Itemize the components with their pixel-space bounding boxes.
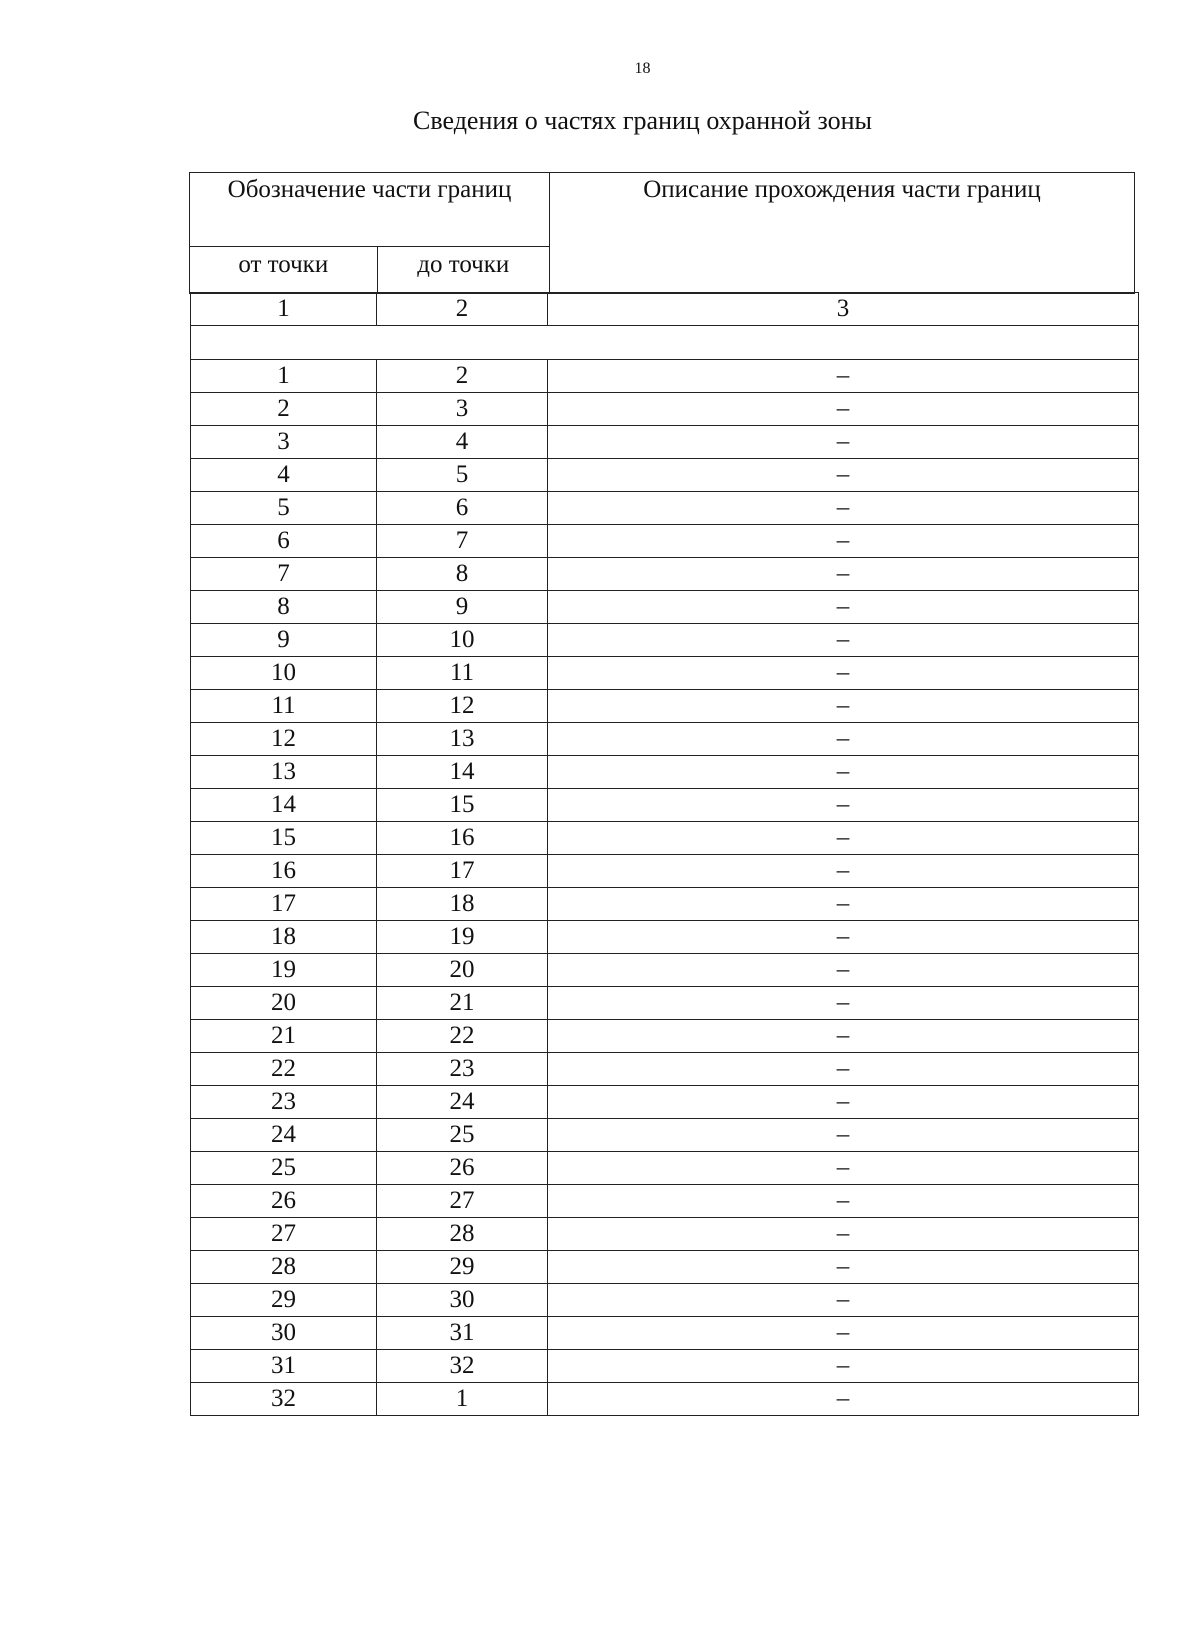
to-point-cell: 27	[377, 1185, 548, 1218]
to-point-cell: 5	[377, 459, 548, 492]
from-point-cell: 12	[191, 723, 377, 756]
header-description: Описание прохождения части границ	[550, 173, 1135, 294]
to-point-cell: 18	[377, 888, 548, 921]
to-point-cell: 6	[377, 492, 548, 525]
column-number-cell: 1	[191, 293, 377, 326]
to-point-cell: 1	[377, 1383, 548, 1416]
to-point-cell: 16	[377, 822, 548, 855]
table-row	[191, 1284, 1139, 1317]
description-cell: –	[548, 1086, 1139, 1119]
table-row	[191, 1152, 1139, 1185]
table-row	[191, 1020, 1139, 1053]
description-cell: –	[548, 558, 1139, 591]
description-cell: –	[548, 393, 1139, 426]
from-point-cell: 14	[191, 789, 377, 822]
table-row	[191, 690, 1139, 723]
header-to-point: до точки	[377, 247, 549, 294]
table-row	[191, 921, 1139, 954]
from-point-cell: 11	[191, 690, 377, 723]
table-row	[191, 822, 1139, 855]
description-cell: –	[548, 360, 1139, 393]
table-row	[191, 855, 1139, 888]
description-cell: –	[548, 1317, 1139, 1350]
description-cell: –	[548, 426, 1139, 459]
from-point-cell: 23	[191, 1086, 377, 1119]
description-cell: –	[548, 1053, 1139, 1086]
table-row	[191, 954, 1139, 987]
description-cell: –	[548, 1251, 1139, 1284]
from-point-cell: 8	[191, 591, 377, 624]
from-point-cell: 9	[191, 624, 377, 657]
description-cell: –	[548, 1383, 1139, 1416]
to-point-cell: 12	[377, 690, 548, 723]
from-point-cell: 29	[191, 1284, 377, 1317]
from-point-cell: 26	[191, 1185, 377, 1218]
to-point-cell: 2	[377, 360, 548, 393]
table-row	[191, 1218, 1139, 1251]
description-cell: –	[548, 591, 1139, 624]
description-cell: –	[548, 954, 1139, 987]
document-title: Сведения о частях границ охранной зоны	[413, 106, 872, 135]
description-cell: –	[548, 1119, 1139, 1152]
to-point-cell: 32	[377, 1350, 548, 1383]
to-point-cell: 23	[377, 1053, 548, 1086]
to-point-cell: 17	[377, 855, 548, 888]
column-number-cell: 2	[377, 293, 548, 326]
description-cell: –	[548, 921, 1139, 954]
description-cell: –	[548, 987, 1139, 1020]
table-row	[191, 1350, 1139, 1383]
table-row	[191, 492, 1139, 525]
from-point-cell: 16	[191, 855, 377, 888]
description-cell: –	[548, 624, 1139, 657]
table-row	[191, 1119, 1139, 1152]
from-point-cell: 21	[191, 1020, 377, 1053]
to-point-cell: 24	[377, 1086, 548, 1119]
table-row	[191, 888, 1139, 921]
description-cell: –	[548, 1020, 1139, 1053]
table-row	[191, 558, 1139, 591]
to-point-cell: 10	[377, 624, 548, 657]
boundary-table	[190, 292, 1139, 1416]
description-cell: –	[548, 657, 1139, 690]
from-point-cell: 15	[191, 822, 377, 855]
from-point-cell: 25	[191, 1152, 377, 1185]
description-cell: –	[548, 459, 1139, 492]
description-cell: –	[548, 1350, 1139, 1383]
table-row	[191, 1251, 1139, 1284]
from-point-cell: 30	[191, 1317, 377, 1350]
table-row	[191, 1053, 1139, 1086]
table-row	[191, 393, 1139, 426]
to-point-cell: 15	[377, 789, 548, 822]
description-cell: –	[548, 1284, 1139, 1317]
description-cell: –	[548, 789, 1139, 822]
to-point-cell: 29	[377, 1251, 548, 1284]
table-row	[191, 426, 1139, 459]
to-point-cell: 20	[377, 954, 548, 987]
description-cell: –	[548, 1218, 1139, 1251]
table-row	[191, 360, 1139, 393]
table-row	[191, 1317, 1139, 1350]
from-point-cell: 13	[191, 756, 377, 789]
header-designation: Обозначение части границ	[190, 173, 550, 247]
description-cell: –	[548, 822, 1139, 855]
to-point-cell: 25	[377, 1119, 548, 1152]
to-point-cell: 7	[377, 525, 548, 558]
description-cell: –	[548, 888, 1139, 921]
from-point-cell: 3	[191, 426, 377, 459]
table-row	[191, 657, 1139, 690]
from-point-cell: 7	[191, 558, 377, 591]
section-label	[191, 326, 1139, 360]
table-row	[191, 723, 1139, 756]
from-point-cell: 22	[191, 1053, 377, 1086]
from-point-cell: 28	[191, 1251, 377, 1284]
to-point-cell: 22	[377, 1020, 548, 1053]
from-point-cell: 27	[191, 1218, 377, 1251]
from-point-cell: 5	[191, 492, 377, 525]
table-row	[191, 591, 1139, 624]
from-point-cell: 20	[191, 987, 377, 1020]
to-point-cell: 28	[377, 1218, 548, 1251]
to-point-cell: 21	[377, 987, 548, 1020]
page-number: 18	[634, 60, 651, 77]
to-point-cell: 9	[377, 591, 548, 624]
table-row	[191, 624, 1139, 657]
to-point-cell: 4	[377, 426, 548, 459]
table-row	[191, 525, 1139, 558]
from-point-cell: 18	[191, 921, 377, 954]
to-point-cell: 11	[377, 657, 548, 690]
description-cell: –	[548, 690, 1139, 723]
header-from-point: от точки	[190, 247, 378, 294]
to-point-cell: 13	[377, 723, 548, 756]
column-number-row	[191, 293, 1139, 326]
from-point-cell: 32	[191, 1383, 377, 1416]
description-cell: –	[548, 1152, 1139, 1185]
from-point-cell: 2	[191, 393, 377, 426]
description-cell: –	[548, 756, 1139, 789]
description-cell: –	[548, 492, 1139, 525]
to-point-cell: 30	[377, 1284, 548, 1317]
table-row	[191, 1383, 1139, 1416]
description-cell: –	[548, 723, 1139, 756]
table-row	[191, 987, 1139, 1020]
description-cell: –	[548, 855, 1139, 888]
from-point-cell: 17	[191, 888, 377, 921]
table-row	[191, 789, 1139, 822]
table-row	[191, 459, 1139, 492]
to-point-cell: 8	[377, 558, 548, 591]
table-row	[191, 1086, 1139, 1119]
section-row	[191, 326, 1139, 360]
to-point-cell: 14	[377, 756, 548, 789]
from-point-cell: 1	[191, 360, 377, 393]
to-point-cell: 3	[377, 393, 548, 426]
from-point-cell: 10	[191, 657, 377, 690]
header-table	[189, 172, 1135, 294]
from-point-cell: 31	[191, 1350, 377, 1383]
to-point-cell: 26	[377, 1152, 548, 1185]
table-row	[191, 756, 1139, 789]
from-point-cell: 6	[191, 525, 377, 558]
column-number-cell: 3	[548, 293, 1139, 326]
table-row	[191, 1185, 1139, 1218]
from-point-cell: 4	[191, 459, 377, 492]
description-cell: –	[548, 1185, 1139, 1218]
to-point-cell: 19	[377, 921, 548, 954]
description-cell: –	[548, 525, 1139, 558]
from-point-cell: 24	[191, 1119, 377, 1152]
to-point-cell: 31	[377, 1317, 548, 1350]
from-point-cell: 19	[191, 954, 377, 987]
